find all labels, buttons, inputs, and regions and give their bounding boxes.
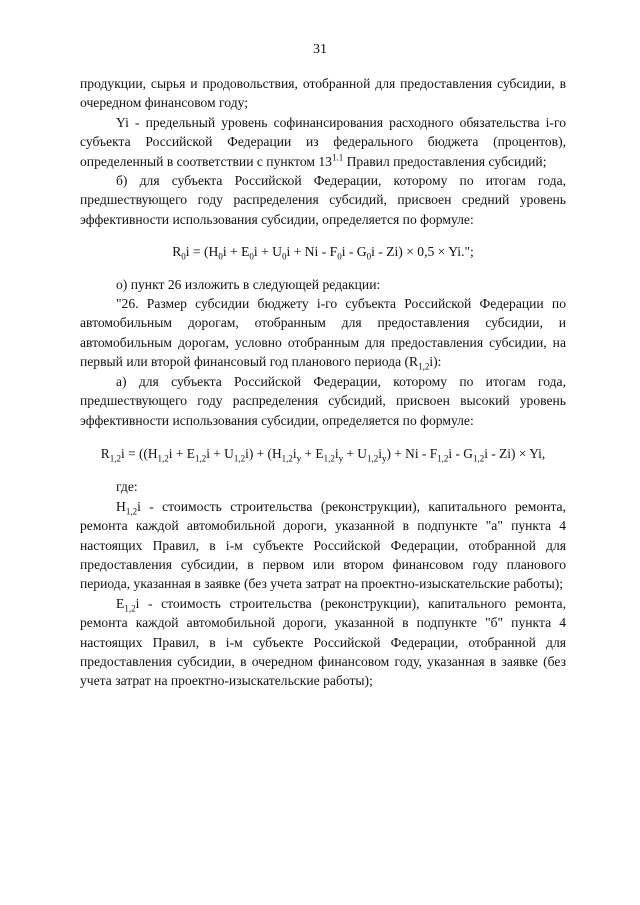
paragraph-yi-definition: Yi - предельный уровень софинансирования расходного обязательства i-го субъекта Российской Федерации из федерального бюджета (процентов), определенный в соответствии с пунктом $13^{1.1}$ Правил предоставления субсидий; [80,114,566,169]
paragraph-26-subsidy-size: "26. Размер субсидии бюджету i-го субъекта Российской Федерации по автомобильным дорогам, отобранным для предоставления субсидии, и автомобильным дорогам, условно отобранным для предоставления субсидии, на первый или второй финансовый год планового периода $(R_{1,2}i)$: [80,296,566,372]
formula-r12: $R_{1,2}i = ((H_{1,2}i + E_{1,2}i + U_{1,2}i) + (H_{1,2}i_y + E_{1,2}i_y + U_{1,2}i_y) + Ni - F_{1,2}i - G_{1,2}i - Zi) \times Yi$, [100,445,546,464]
document-body [80,74,566,691]
page-number: 31 [313,42,327,57]
paragraph-where: где: [116,479,138,495]
formula-r0: $R_0i = (H_0i + E_0i + U_0i + Ni - F_0i - G_0i - Zi) \times 0,5 \times Yi$."; [172,244,474,262]
paragraph-continuation: продукции, сырья и продовольствия, отобранной для предоставления субсидии, в очередном финансовом году; [80,76,566,111]
paragraph-a-high: а) для субъекта Российской Федерации, которому по итогам года, предшествующего году распределения субсидий, присвоен высокий уровень эффективности использования субсидии, определяется по формуле: [80,373,566,428]
paragraph-o-item26: о) пункт 26 изложить в следующей редакции: [116,276,381,292]
paragraph-h12-definition: $H_{1,2}i$ - стоимость строительства (реконструкции), капитального ремонта, ремонта каждой автомобильной дороги, указанной в подпункте "а" пункта 4 настоящих Правил, в i-м субъекте Российской Федерации, отобранной для предоставления субсидии, в первом или втором финансовом году планового периода, указанная в заявке (без учета затрат на проектно-изыскательские работы); [80,498,566,592]
paragraph-e12-definition: $E_{1,2}i$ - стоимость строительства (реконструкции), капитального ремонта, ремонта каждой автомобильной дороги, указанной в подпункте "б" пункта 4 настоящих Правил, в i-м субъекте Российской Федерации, отобранной для предоставления субсидии, в очередном финансовом году, указанная в заявке (без учета затрат на проектно-изыскательские работы); [80,595,566,689]
paragraph-b-average: б) для субъекта Российской Федерации, которому по итогам года, предшествующего году распределения субсидий, присвоен средний уровень эффективности использования субсидии, определяется по формуле: [80,173,566,227]
